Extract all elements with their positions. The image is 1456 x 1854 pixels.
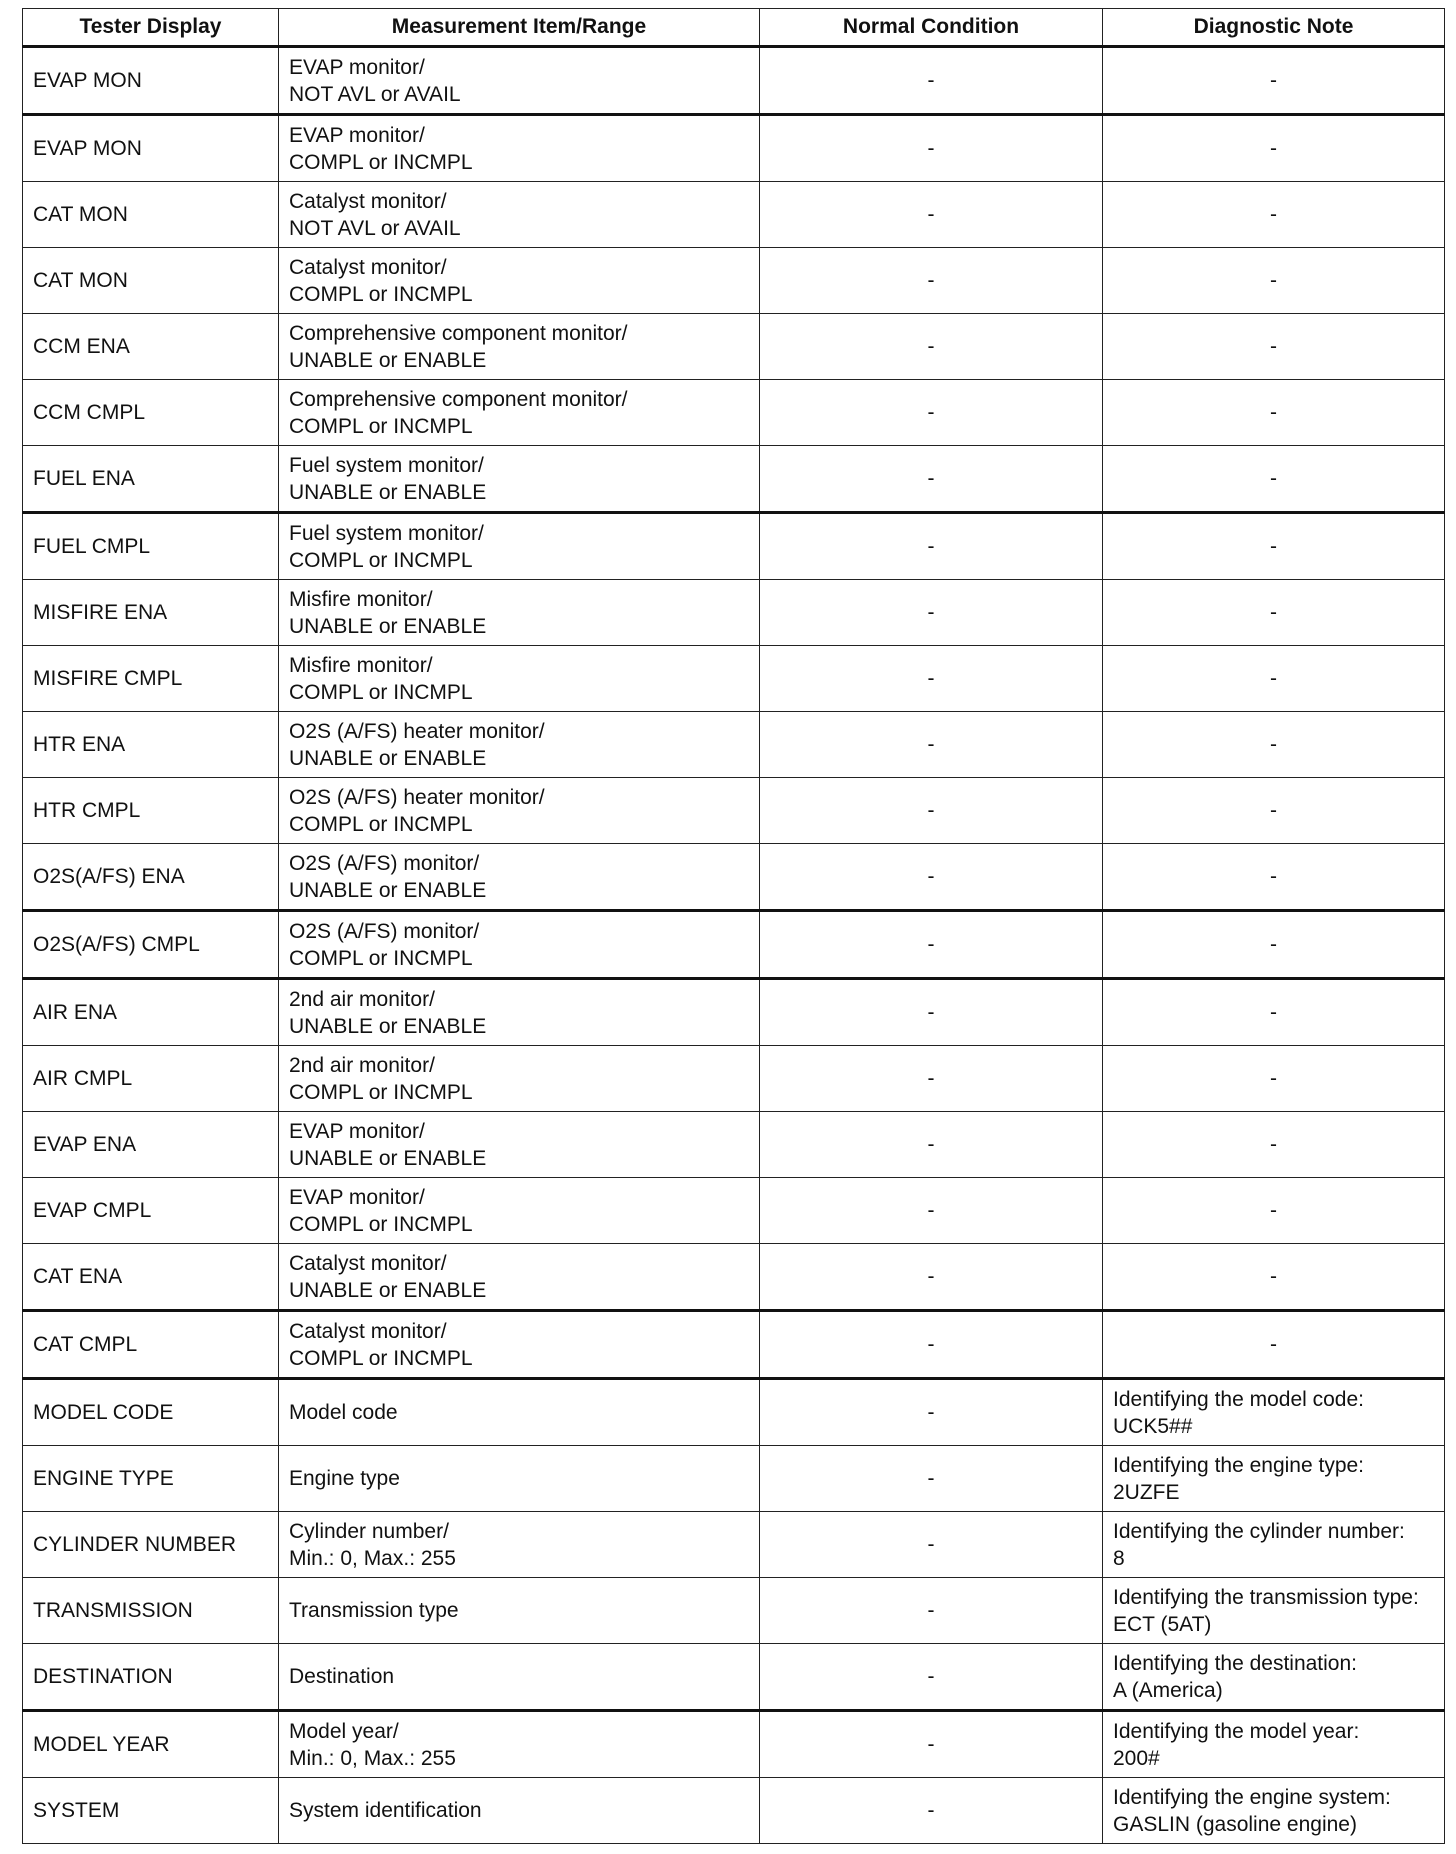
range-line-1: Misfire monitor/: [289, 587, 433, 611]
note-line-1: -: [1270, 1067, 1277, 1090]
cell-diagnostic-note: [1103, 1046, 1445, 1112]
note-line-1: -: [1270, 1333, 1277, 1356]
table-row: [23, 314, 1445, 380]
cell-measurement-range: [279, 1178, 760, 1244]
table-row: [23, 1178, 1445, 1244]
range-line-2: Min.: 0, Max.: 255: [289, 1746, 456, 1770]
cell-measurement-range: [279, 1644, 760, 1711]
note-line-1: -: [1270, 535, 1277, 558]
note-line-1: -: [1270, 203, 1277, 226]
cell-measurement-range: [279, 1311, 760, 1379]
table-row: [23, 1778, 1445, 1844]
range-line-2: COMPL or INCMPL: [289, 414, 473, 438]
cell-normal-condition: -: [760, 248, 1103, 314]
table-row: [23, 115, 1445, 182]
table-row: [23, 1644, 1445, 1711]
cell-diagnostic-note: [1103, 979, 1445, 1046]
table-row: [23, 1711, 1445, 1778]
cell-normal-condition: -: [760, 1644, 1103, 1711]
cell-measurement-range: [279, 1446, 760, 1512]
range-line-1: Cylinder number/: [289, 1519, 449, 1543]
table-row: [23, 979, 1445, 1046]
cell-diagnostic-note: [1103, 115, 1445, 182]
cell-tester-display: CCM ENA: [23, 314, 279, 380]
cell-normal-condition: -: [760, 47, 1103, 115]
cell-tester-display: FUEL CMPL: [23, 513, 279, 580]
note-line-1: -: [1270, 401, 1277, 424]
note-line-1: -: [1270, 269, 1277, 292]
table-row: [23, 446, 1445, 513]
range-line-1: Destination: [289, 1665, 395, 1688]
range-line-2: NOT AVL or AVAIL: [289, 82, 461, 106]
cell-measurement-range: [279, 979, 760, 1046]
table-row: [23, 911, 1445, 979]
cell-measurement-range: [279, 1046, 760, 1112]
note-line-2: ECT (5AT): [1113, 1612, 1212, 1636]
cell-diagnostic-note: [1103, 580, 1445, 646]
table-row: [23, 1311, 1445, 1379]
cell-diagnostic-note: [1103, 1112, 1445, 1178]
cell-diagnostic-note: [1103, 1578, 1445, 1644]
note-line-1: Identifying the engine system:: [1113, 1785, 1391, 1809]
cell-measurement-range: [279, 1244, 760, 1311]
table-row: [23, 1244, 1445, 1311]
cell-tester-display: MISFIRE CMPL: [23, 646, 279, 712]
table-row: [23, 844, 1445, 911]
table-row: [23, 248, 1445, 314]
range-line-2: COMPL or INCMPL: [289, 946, 473, 970]
note-line-1: -: [1270, 799, 1277, 822]
cell-measurement-range: [279, 1112, 760, 1178]
cell-diagnostic-note: [1103, 778, 1445, 844]
table-row: [23, 1512, 1445, 1578]
note-line-1: -: [1270, 137, 1277, 160]
cell-diagnostic-note: [1103, 380, 1445, 446]
table-row: [23, 1578, 1445, 1644]
note-line-1: -: [1270, 865, 1277, 888]
cell-normal-condition: -: [760, 979, 1103, 1046]
cell-diagnostic-note: [1103, 182, 1445, 248]
note-line-1: Identifying the engine type:: [1113, 1453, 1365, 1477]
cell-tester-display: EVAP ENA: [23, 1112, 279, 1178]
note-line-2: 2UZFE: [1113, 1480, 1180, 1504]
table-row: [23, 47, 1445, 115]
note-line-2: UCK5##: [1113, 1414, 1193, 1438]
range-line-1: Catalyst monitor/: [289, 189, 447, 213]
range-line-1: Misfire monitor/: [289, 653, 433, 677]
cell-normal-condition: -: [760, 513, 1103, 580]
note-line-1: -: [1270, 1001, 1277, 1024]
range-line-1: Comprehensive component monitor/: [289, 387, 628, 411]
cell-measurement-range: [279, 712, 760, 778]
header-measurement: Measurement Item/Range: [279, 9, 760, 47]
header-row: [23, 9, 1445, 47]
range-line-2: COMPL or INCMPL: [289, 1212, 473, 1236]
cell-tester-display: TRANSMISSION: [23, 1578, 279, 1644]
cell-normal-condition: -: [760, 1046, 1103, 1112]
range-line-2: COMPL or INCMPL: [289, 680, 473, 704]
header-normal-condition: Normal Condition: [760, 9, 1103, 47]
note-line-1: -: [1270, 69, 1277, 92]
cell-diagnostic-note: [1103, 248, 1445, 314]
range-line-2: UNABLE or ENABLE: [289, 1278, 487, 1302]
cell-tester-display: EVAP CMPL: [23, 1178, 279, 1244]
cell-diagnostic-note: [1103, 712, 1445, 778]
table-row: [23, 380, 1445, 446]
range-line-1: EVAP monitor/: [289, 1119, 425, 1143]
range-line-2: UNABLE or ENABLE: [289, 1014, 487, 1038]
cell-normal-condition: -: [760, 580, 1103, 646]
cell-diagnostic-note: [1103, 1711, 1445, 1778]
cell-normal-condition: -: [760, 844, 1103, 911]
cell-tester-display: MODEL YEAR: [23, 1711, 279, 1778]
cell-measurement-range: [279, 47, 760, 115]
cell-normal-condition: -: [760, 115, 1103, 182]
table-row: [23, 1379, 1445, 1446]
cell-normal-condition: -: [760, 1778, 1103, 1844]
cell-tester-display: EVAP MON: [23, 47, 279, 115]
cell-tester-display: CAT MON: [23, 248, 279, 314]
header-tester-display: Tester Display: [23, 9, 279, 47]
table-body: [23, 47, 1445, 1844]
cell-diagnostic-note: [1103, 1311, 1445, 1379]
cell-measurement-range: [279, 911, 760, 979]
range-line-1: System identification: [289, 1799, 482, 1822]
cell-normal-condition: -: [760, 1711, 1103, 1778]
cell-tester-display: CAT CMPL: [23, 1311, 279, 1379]
range-line-2: COMPL or INCMPL: [289, 1346, 473, 1370]
cell-normal-condition: -: [760, 778, 1103, 844]
range-line-1: O2S (A/FS) monitor/: [289, 851, 480, 875]
cell-measurement-range: [279, 446, 760, 513]
note-line-1: -: [1270, 1133, 1277, 1156]
range-line-1: Model year/: [289, 1719, 399, 1743]
cell-tester-display: CCM CMPL: [23, 380, 279, 446]
cell-measurement-range: [279, 778, 760, 844]
cell-diagnostic-note: [1103, 1244, 1445, 1311]
range-line-1: O2S (A/FS) monitor/: [289, 919, 480, 943]
cell-tester-display: HTR ENA: [23, 712, 279, 778]
range-line-1: EVAP monitor/: [289, 123, 425, 147]
cell-tester-display: HTR CMPL: [23, 778, 279, 844]
note-line-2: A (America): [1113, 1678, 1223, 1702]
cell-diagnostic-note: [1103, 1446, 1445, 1512]
note-line-1: -: [1270, 601, 1277, 624]
table-row: [23, 1446, 1445, 1512]
cell-diagnostic-note: [1103, 1644, 1445, 1711]
cell-tester-display: SYSTEM: [23, 1778, 279, 1844]
note-line-1: -: [1270, 1199, 1277, 1222]
cell-measurement-range: [279, 1711, 760, 1778]
cell-measurement-range: [279, 248, 760, 314]
cell-normal-condition: -: [760, 1244, 1103, 1311]
range-line-2: UNABLE or ENABLE: [289, 878, 487, 902]
cell-tester-display: AIR CMPL: [23, 1046, 279, 1112]
cell-diagnostic-note: [1103, 1379, 1445, 1446]
cell-tester-display: CYLINDER NUMBER: [23, 1512, 279, 1578]
cell-measurement-range: [279, 844, 760, 911]
table-row: [23, 646, 1445, 712]
cell-measurement-range: [279, 1512, 760, 1578]
range-line-1: Catalyst monitor/: [289, 255, 447, 279]
range-line-2: UNABLE or ENABLE: [289, 1146, 487, 1170]
table-row: [23, 182, 1445, 248]
note-line-1: Identifying the transmission type:: [1113, 1585, 1419, 1609]
cell-tester-display: O2S(A/FS) CMPL: [23, 911, 279, 979]
range-line-2: COMPL or INCMPL: [289, 150, 473, 174]
note-line-1: -: [1270, 335, 1277, 358]
table-row: [23, 712, 1445, 778]
cell-normal-condition: -: [760, 182, 1103, 248]
cell-measurement-range: [279, 314, 760, 380]
range-line-2: Min.: 0, Max.: 255: [289, 1546, 456, 1570]
cell-normal-condition: -: [760, 1379, 1103, 1446]
cell-measurement-range: [279, 1578, 760, 1644]
cell-measurement-range: [279, 646, 760, 712]
header-diagnostic-note: Diagnostic Note: [1103, 9, 1445, 47]
cell-diagnostic-note: [1103, 47, 1445, 115]
cell-tester-display: CAT ENA: [23, 1244, 279, 1311]
cell-tester-display: MISFIRE ENA: [23, 580, 279, 646]
range-line-1: Fuel system monitor/: [289, 521, 484, 545]
cell-measurement-range: [279, 1379, 760, 1446]
cell-normal-condition: -: [760, 646, 1103, 712]
note-line-2: GASLIN (gasoline engine): [1113, 1812, 1357, 1836]
cell-normal-condition: -: [760, 911, 1103, 979]
note-line-1: Identifying the model code:: [1113, 1387, 1364, 1411]
cell-normal-condition: -: [760, 1311, 1103, 1379]
note-line-1: -: [1270, 933, 1277, 956]
table-row: [23, 513, 1445, 580]
range-line-1: Model code: [289, 1401, 398, 1424]
cell-normal-condition: -: [760, 1112, 1103, 1178]
range-line-1: Catalyst monitor/: [289, 1251, 447, 1275]
cell-normal-condition: -: [760, 1512, 1103, 1578]
cell-diagnostic-note: [1103, 1178, 1445, 1244]
cell-diagnostic-note: [1103, 646, 1445, 712]
range-line-1: O2S (A/FS) heater monitor/: [289, 719, 545, 743]
cell-tester-display: DESTINATION: [23, 1644, 279, 1711]
range-line-2: UNABLE or ENABLE: [289, 614, 487, 638]
cell-tester-display: ENGINE TYPE: [23, 1446, 279, 1512]
table-row: [23, 778, 1445, 844]
range-line-2: NOT AVL or AVAIL: [289, 216, 461, 240]
range-line-2: COMPL or INCMPL: [289, 282, 473, 306]
data-list-table: [22, 8, 1445, 1844]
note-line-1: -: [1270, 1265, 1277, 1288]
range-line-2: UNABLE or ENABLE: [289, 746, 487, 770]
cell-normal-condition: -: [760, 1578, 1103, 1644]
cell-diagnostic-note: [1103, 513, 1445, 580]
cell-tester-display: FUEL ENA: [23, 446, 279, 513]
cell-normal-condition: -: [760, 1178, 1103, 1244]
cell-tester-display: EVAP MON: [23, 115, 279, 182]
cell-diagnostic-note: [1103, 911, 1445, 979]
cell-normal-condition: -: [760, 314, 1103, 380]
range-line-1: EVAP monitor/: [289, 1185, 425, 1209]
note-line-2: 8: [1113, 1546, 1125, 1570]
note-line-1: Identifying the model year:: [1113, 1719, 1360, 1743]
range-line-2: COMPL or INCMPL: [289, 548, 473, 572]
cell-measurement-range: [279, 182, 760, 248]
range-line-2: COMPL or INCMPL: [289, 812, 473, 836]
range-line-1: Comprehensive component monitor/: [289, 321, 628, 345]
range-line-2: UNABLE or ENABLE: [289, 480, 487, 504]
cell-measurement-range: [279, 380, 760, 446]
cell-diagnostic-note: [1103, 844, 1445, 911]
note-line-1: -: [1270, 733, 1277, 756]
note-line-1: -: [1270, 667, 1277, 690]
cell-tester-display: AIR ENA: [23, 979, 279, 1046]
cell-tester-display: CAT MON: [23, 182, 279, 248]
note-line-2: 200#: [1113, 1746, 1160, 1770]
cell-measurement-range: [279, 580, 760, 646]
cell-tester-display: MODEL CODE: [23, 1379, 279, 1446]
cell-tester-display: O2S(A/FS) ENA: [23, 844, 279, 911]
cell-diagnostic-note: [1103, 446, 1445, 513]
note-line-1: Identifying the cylinder number:: [1113, 1519, 1405, 1543]
cell-measurement-range: [279, 513, 760, 580]
range-line-1: 2nd air monitor/: [289, 987, 435, 1011]
range-line-1: Transmission type: [289, 1599, 459, 1622]
cell-diagnostic-note: [1103, 314, 1445, 380]
cell-measurement-range: [279, 1778, 760, 1844]
range-line-1: EVAP monitor/: [289, 55, 425, 79]
cell-normal-condition: -: [760, 712, 1103, 778]
table-row: [23, 1112, 1445, 1178]
range-line-2: UNABLE or ENABLE: [289, 348, 487, 372]
cell-diagnostic-note: [1103, 1512, 1445, 1578]
note-line-1: -: [1270, 467, 1277, 490]
table-row: [23, 580, 1445, 646]
range-line-1: 2nd air monitor/: [289, 1053, 435, 1077]
range-line-1: Catalyst monitor/: [289, 1319, 447, 1343]
range-line-1: Engine type: [289, 1467, 400, 1490]
cell-diagnostic-note: [1103, 1778, 1445, 1844]
cell-normal-condition: -: [760, 1446, 1103, 1512]
cell-normal-condition: -: [760, 380, 1103, 446]
note-line-1: Identifying the destination:: [1113, 1651, 1358, 1675]
range-line-1: Fuel system monitor/: [289, 453, 484, 477]
cell-normal-condition: -: [760, 446, 1103, 513]
cell-measurement-range: [279, 115, 760, 182]
range-line-2: COMPL or INCMPL: [289, 1080, 473, 1104]
table-row: [23, 1046, 1445, 1112]
range-line-1: O2S (A/FS) heater monitor/: [289, 785, 545, 809]
